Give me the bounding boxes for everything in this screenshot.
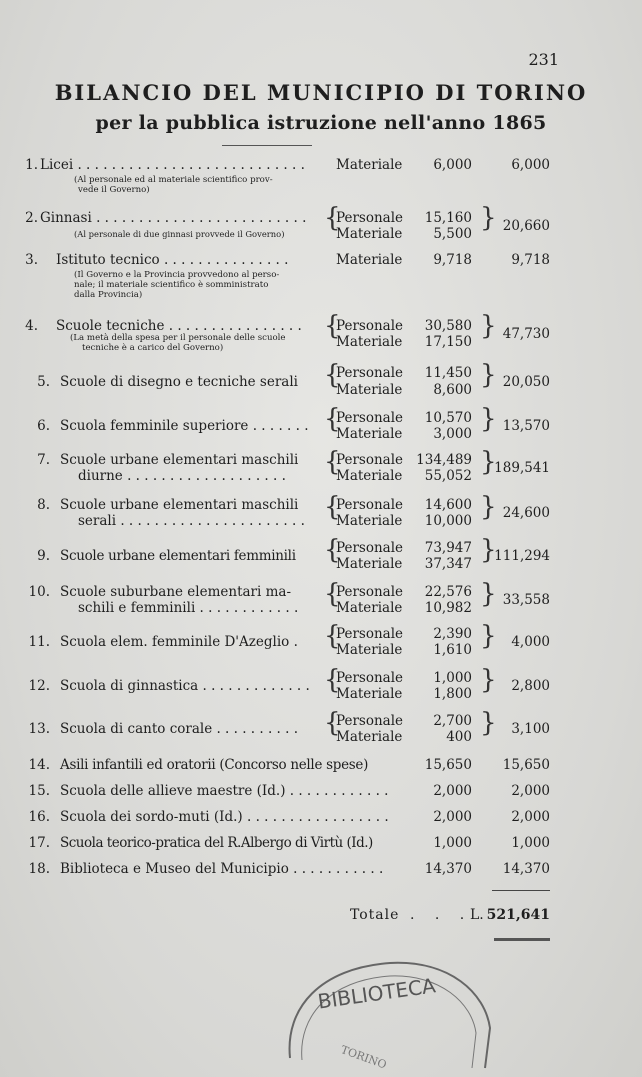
entry-number: 12. (28, 678, 50, 694)
entry-amount: 14,370 (424, 861, 472, 877)
entry-category: Materiale (336, 642, 403, 658)
entry-category: Materiale (336, 334, 403, 350)
entry-total: 20,660 (502, 218, 550, 234)
brace: { (324, 360, 341, 390)
library-stamp (280, 948, 500, 1073)
entry-label: Biblioteca e Museo del Municipio . . . . . . . . . . . (60, 861, 384, 877)
entry-label-cont: schili e femminili . . . . . . . . . . . . (78, 600, 299, 616)
entry-label: Scuole di disegno e tecniche serali (60, 374, 298, 390)
entry-total: 1,000 (511, 835, 550, 851)
entry-label: Scuola femminile superiore . . . . . . . (60, 418, 309, 434)
entry-amount: 1,800 (433, 686, 472, 702)
entry-label: Scuola di ginnastica . . . . . . . . . . . . . (60, 678, 310, 694)
entry-category: Personale (336, 584, 404, 600)
entry-label: Ginnasi . . . . . . . . . . . . . . . . . . . . . . . . . (40, 210, 307, 226)
entry-category: Personale (336, 318, 404, 334)
entry-label-cont: diurne . . . . . . . . . . . . . . . . . . . (78, 468, 286, 484)
entry-label: Scuola elem. femminile D'Azeglio . (60, 634, 298, 650)
brace: } (480, 579, 497, 609)
brace: } (480, 535, 497, 565)
entry-category: Personale (336, 497, 404, 513)
brace: { (324, 404, 341, 434)
entry-amount: 10,570 (424, 410, 472, 426)
entry-amount: 10,982 (424, 600, 472, 616)
brace: { (324, 665, 341, 695)
brace: { (324, 535, 341, 565)
brace: { (324, 708, 341, 738)
entry-number: 7. (37, 452, 50, 468)
entry-total: 13,570 (502, 418, 550, 434)
brace: } (480, 203, 497, 233)
entry-number: 18. (28, 861, 50, 877)
title-divider (222, 145, 312, 146)
entry-label: Scuole suburbane elementari ma- (60, 584, 292, 600)
entry-total: 47,730 (502, 326, 550, 342)
entry-amount: 2,700 (433, 713, 472, 729)
entry-label: Scuole urbane elementari femminili (60, 548, 296, 564)
entry-amount: 17,150 (424, 334, 472, 350)
entry-label: Scuola di canto corale . . . . . . . . . . (60, 721, 299, 737)
entry-total: 33,558 (502, 592, 550, 608)
entry-category: Materiale (336, 729, 403, 745)
page-subtitle: per la pubblica istruzione nell'anno 1865 (95, 112, 547, 134)
brace: } (480, 447, 497, 477)
entry-label: Scuola teorico-pratica del R.Albergo di Virtù (Id.) (60, 835, 373, 851)
entry-category: Materiale (336, 382, 403, 398)
total-label: Totale (350, 907, 400, 923)
entry-number: 5. (37, 374, 50, 390)
entry-category: Materiale (336, 157, 403, 173)
entry-category: Materiale (336, 426, 403, 442)
entry-amount: 22,576 (424, 584, 472, 600)
entry-total: 20,050 (502, 374, 550, 390)
entry-note: (Al personale ed al materiale scientifico prov- vede il Governo) (74, 175, 273, 195)
entry-category: Personale (336, 670, 404, 686)
brace: } (480, 665, 497, 695)
entry-amount: 55,052 (424, 468, 472, 484)
entry-category: Personale (336, 626, 404, 642)
entry-total: 15,650 (502, 757, 550, 773)
entry-label: Scuole urbane elementari maschili (60, 452, 299, 468)
entry-category: Materiale (336, 513, 403, 529)
entry-category: Personale (336, 365, 404, 381)
entry-number: 2. (25, 210, 38, 226)
entry-category: Personale (336, 210, 404, 226)
entry-category: Materiale (336, 226, 403, 242)
page-title: BILANCIO DEL MUNICIPIO DI TORINO (54, 80, 588, 105)
entry-total: 2,000 (511, 783, 550, 799)
entry-number: 9. (37, 548, 50, 564)
entry-amount: 1,610 (433, 642, 472, 658)
entry-label: Istituto tecnico . . . . . . . . . . . . . . . (56, 252, 289, 268)
entry-category: Personale (336, 540, 404, 556)
entry-number: 10. (28, 584, 50, 600)
entry-amount: 73,947 (424, 540, 472, 556)
entry-amount: 1,000 (433, 670, 472, 686)
entry-number: 14. (28, 757, 50, 773)
entry-category: Materiale (336, 600, 403, 616)
entry-total: 9,718 (511, 252, 550, 268)
entry-category: Personale (336, 713, 404, 729)
entry-category: Materiale (336, 468, 403, 484)
brace: } (480, 492, 497, 522)
entry-label-cont: serali . . . . . . . . . . . . . . . . . . . . . . (78, 513, 305, 529)
entry-label: Scuola dei sordo-muti (Id.) . . . . . . . . . . . . . . . . . (60, 809, 389, 825)
entry-amount: 1,000 (433, 835, 472, 851)
entry-total: 14,370 (502, 861, 550, 877)
brace: { (324, 447, 341, 477)
entry-note: (La metà della spesa per il personale delle scuole tecniche è a carico del Governo) (70, 333, 286, 353)
entry-amount: 37,347 (424, 556, 472, 572)
entry-label: Scuole tecniche . . . . . . . . . . . . . . . . (56, 318, 302, 334)
entry-label: Scuole urbane elementari maschili (60, 497, 299, 513)
total-value: 521,641 (486, 907, 550, 923)
stamp-text: BIBLIOTECA (316, 973, 438, 1014)
brace: } (480, 360, 497, 390)
entry-amount: 14,600 (424, 497, 472, 513)
entry-number: 16. (28, 809, 50, 825)
entry-category: Materiale (336, 686, 403, 702)
entry-category: Personale (336, 410, 404, 426)
entry-amount: 5,500 (433, 226, 472, 242)
brace: { (324, 492, 341, 522)
entry-total: 24,600 (502, 505, 550, 521)
entry-number: 11. (28, 634, 50, 650)
entry-total: 111,294 (494, 548, 550, 564)
entry-number: 6. (37, 418, 50, 434)
page-number: 231 (528, 50, 559, 69)
entry-label: Scuola delle allieve maestre (Id.) . . . . . . . . . . . . (60, 783, 389, 799)
entry-amount: 9,718 (433, 252, 472, 268)
entry-category: Materiale (336, 252, 403, 268)
entry-amount: 11,450 (424, 365, 472, 381)
entry-amount: 134,489 (416, 452, 472, 468)
entry-total: 6,000 (511, 157, 550, 173)
brace: } (480, 621, 497, 651)
brace: { (324, 621, 341, 651)
entry-amount: 30,580 (424, 318, 472, 334)
entry-total: 2,000 (511, 809, 550, 825)
entry-number: 4. (25, 318, 38, 334)
entry-amount: 15,160 (424, 210, 472, 226)
entry-number: 13. (28, 721, 50, 737)
stamp-city: TORINO (339, 1043, 389, 1072)
entry-amount: 10,000 (424, 513, 472, 529)
total-dots: . . . (410, 907, 473, 923)
entry-amount: 3,000 (433, 426, 472, 442)
entry-total: 3,100 (511, 721, 550, 737)
entry-amount: 2,000 (433, 783, 472, 799)
brace: } (480, 404, 497, 434)
entry-category: Materiale (336, 556, 403, 572)
entry-amount: 15,650 (424, 757, 472, 773)
entry-number: 1. (25, 157, 38, 173)
entry-number: 15. (28, 783, 50, 799)
entry-number: 8. (37, 497, 50, 513)
brace: } (480, 311, 497, 341)
entry-label: Licei . . . . . . . . . . . . . . . . . . . . . . . . . . . (40, 157, 305, 173)
brace: { (324, 203, 341, 233)
entry-total: 2,800 (511, 678, 550, 694)
entry-note: (Al personale di due ginnasi provvede il Governo) (74, 229, 285, 239)
entry-total: 189,541 (494, 460, 550, 476)
entry-note: (Il Governo e la Provincia provvedono al perso- nale; il materiale scientifico è somministrato dalla Provincia) (74, 270, 280, 300)
brace: } (480, 708, 497, 738)
entry-amount: 6,000 (433, 157, 472, 173)
entry-category: Personale (336, 452, 404, 468)
total-rule (492, 890, 550, 891)
entry-total: 4,000 (511, 634, 550, 650)
brace: { (324, 579, 341, 609)
total-currency: L. (470, 907, 484, 923)
entry-amount: 2,390 (433, 626, 472, 642)
entry-number: 3. (25, 252, 38, 268)
entry-amount: 2,000 (433, 809, 472, 825)
brace: { (324, 311, 341, 341)
entry-label: Asili infantili ed oratorii (Concorso nelle spese) (60, 757, 369, 773)
entry-number: 17. (28, 835, 50, 851)
total-underline (494, 938, 550, 941)
entry-amount: 8,600 (433, 382, 472, 398)
entry-amount: 400 (446, 729, 472, 745)
